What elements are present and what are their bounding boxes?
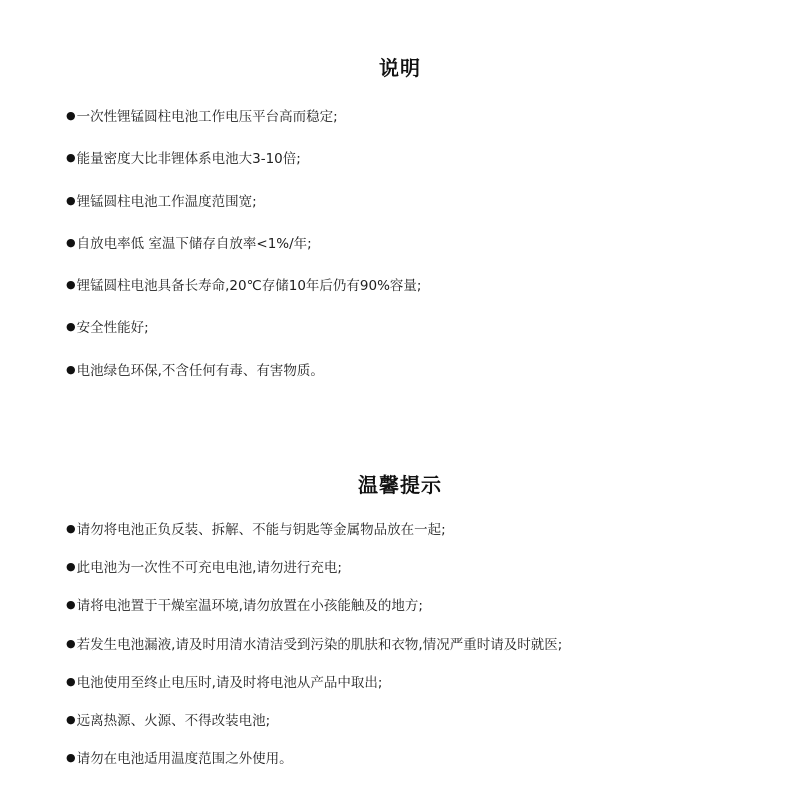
list-item [66,749,770,769]
bullet-dot-icon: ● [66,320,76,334]
list-item [66,234,760,254]
list-item [66,520,770,540]
bullet-dot-icon: ● [66,278,76,291]
section-title-instructions: 说明 [379,56,421,80]
list-item [66,149,760,169]
bullet-dot-icon: ● [66,598,76,612]
bullet-dot-icon: ● [66,751,76,765]
list-item [66,635,770,655]
list-item [66,711,770,731]
bullet-dot-icon: ● [66,193,76,207]
list-item-text: 锂锰圆柱电池具备长寿命,20℃存储10年后仍有90%容量; [76,278,422,294]
instructions-list [0,107,800,381]
list-item [66,361,760,381]
bullet-dot-icon: ● [66,362,76,376]
list-item [66,596,770,616]
list-item-text: 一次性锂锰圆柱电池工作电压平台高而稳定; [76,109,338,125]
list-item-text: 电池绿色环保,不含任何有毒、有害物质。 [76,362,324,379]
list-item-text: 请勿在电池适用温度范围之外使用。 [76,751,293,768]
bullet-dot-icon: ● [66,713,76,726]
section-warnings [0,403,800,770]
bullet-dot-icon: ● [66,636,76,650]
bullet-dot-icon: ● [66,151,76,165]
list-item-text: 远离热源、火源、不得改装电池; [76,713,271,729]
list-item-text: 请将电池置于干燥室温环境,请勿放置在小孩能触及的地方; [76,598,423,615]
list-item-text: 安全性能好; [76,320,149,337]
bullet-dot-icon: ● [66,560,76,573]
section-instructions [0,0,800,381]
section-title-warnings: 温馨提示 [358,472,442,497]
list-item [66,276,760,296]
warnings-list [0,520,800,770]
bullet-dot-icon: ● [66,674,76,688]
list-item [66,192,760,212]
list-item [66,107,760,127]
bullet-dot-icon: ● [66,109,76,122]
bullet-dot-icon: ● [66,235,76,249]
list-item-text: 请勿将电池正负反装、拆解、不能与钥匙等金属物品放在一起; [76,521,446,538]
list-item-text: 电池使用至终止电压时,请及时将电池从产品中取出; [76,674,383,691]
list-item-text: 此电池为一次性不可充电电池,请勿进行充电; [76,560,342,576]
list-item-text: 锂锰圆柱电池工作温度范围宽; [76,193,257,210]
list-item-text: 能量密度大比非锂体系电池大3-10倍; [76,151,301,168]
list-item-text: 自放电率低 室温下储存自放率<1%/年; [76,235,312,252]
list-item [66,673,770,693]
bullet-dot-icon: ● [66,521,76,535]
list-item-text: 若发生电池漏液,请及时用清水清洁受到污染的肌肤和衣物,情况严重时请及时就医; [76,636,563,653]
list-item [66,558,770,578]
list-item [66,318,760,338]
